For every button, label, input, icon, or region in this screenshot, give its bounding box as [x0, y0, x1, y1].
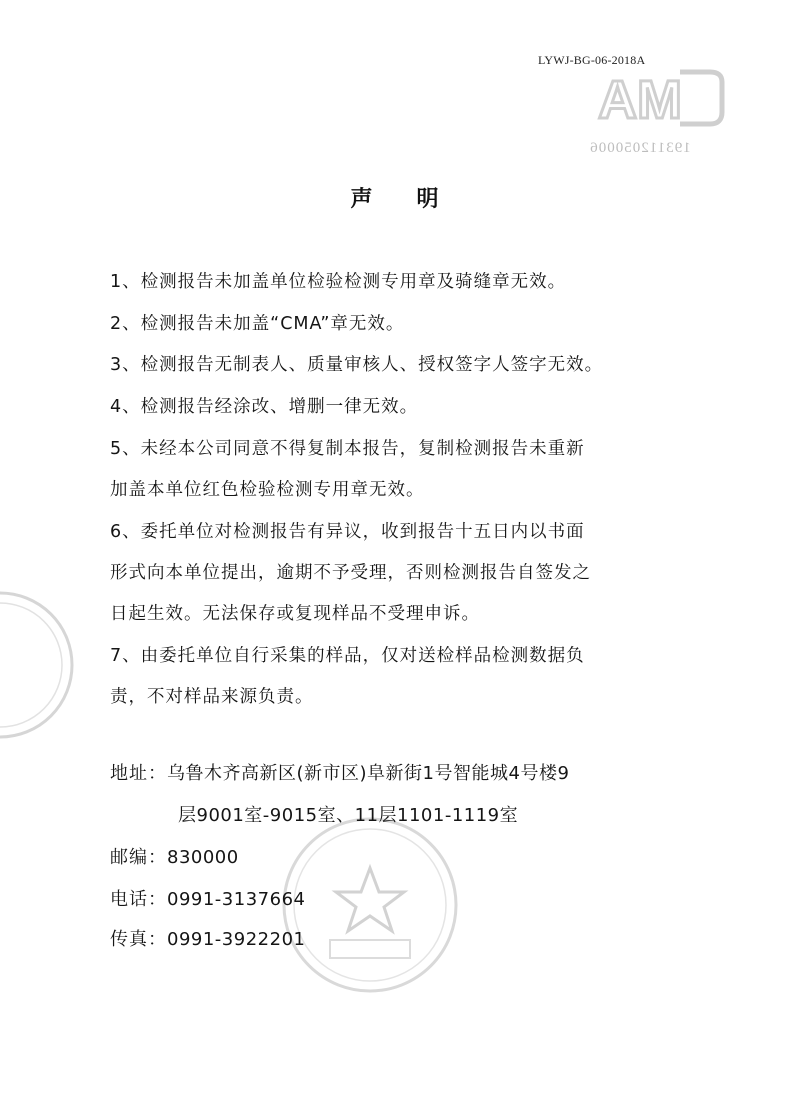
- statement-4: 4、检测报告经涂改、增删一律无效。: [110, 397, 419, 417]
- address-line-1: 乌鲁木齐高新区(新市区)阜新街1号智能城4号楼9: [167, 763, 570, 784]
- page-title: 声明: [350, 187, 483, 212]
- statement-6-line-3: 日起生效。无法保存或复现样品不受理申诉。: [110, 604, 480, 624]
- fax-label: 传真：: [110, 929, 167, 950]
- address-label: 地址：: [110, 763, 167, 784]
- phone-row: [110, 882, 305, 918]
- phone-value: 0991-3137664: [167, 889, 306, 910]
- address-row-2: [178, 798, 518, 834]
- document-code: LYWJ-BG-06-2018A: [538, 53, 646, 67]
- statement-5-line-2: 加盖本单位红色检验检测专用章无效。: [110, 480, 425, 500]
- statement-6-line-2: 形式向本单位提出，逾期不予受理，否则检测报告自签发之: [110, 563, 591, 583]
- postcode-value: 830000: [167, 847, 239, 868]
- statement-6-line-1: 6、委托单位对检测报告有异议，收到报告十五日内以书面: [110, 522, 585, 542]
- statement-5-line-1: 5、未经本公司同意不得复制本报告，复制检测报告未重新: [110, 439, 585, 459]
- postcode-row: [110, 840, 239, 876]
- statement-1: 1、检测报告未加盖单位检验检测专用章及骑缝章无效。: [110, 272, 567, 292]
- statement-2: 2、检测报告未加盖“CMA”章无效。: [110, 314, 405, 334]
- seal-left-watermark: [0, 575, 85, 755]
- fax-value: 0991-3922201: [167, 929, 306, 950]
- postcode-label: 邮编：: [110, 847, 167, 868]
- fax-row: [110, 922, 305, 958]
- cma-mark-watermark: [540, 64, 740, 164]
- cma-mark-number: 193112050006: [589, 140, 691, 156]
- address-row: [110, 756, 569, 792]
- address-line-2: 层9001室-9015室、11层1101-1119室: [178, 805, 519, 826]
- statement-7-line-2: 责，不对样品来源负责。: [110, 687, 314, 707]
- cma-mark-text: MA: [598, 70, 682, 130]
- phone-label: 电话：: [110, 889, 167, 910]
- statement-3: 3、检测报告无制表人、质量审核人、授权签字人签字无效。: [110, 355, 604, 375]
- statement-7-line-1: 7、由委托单位自行采集的样品，仅对送检样品检测数据负: [110, 646, 585, 666]
